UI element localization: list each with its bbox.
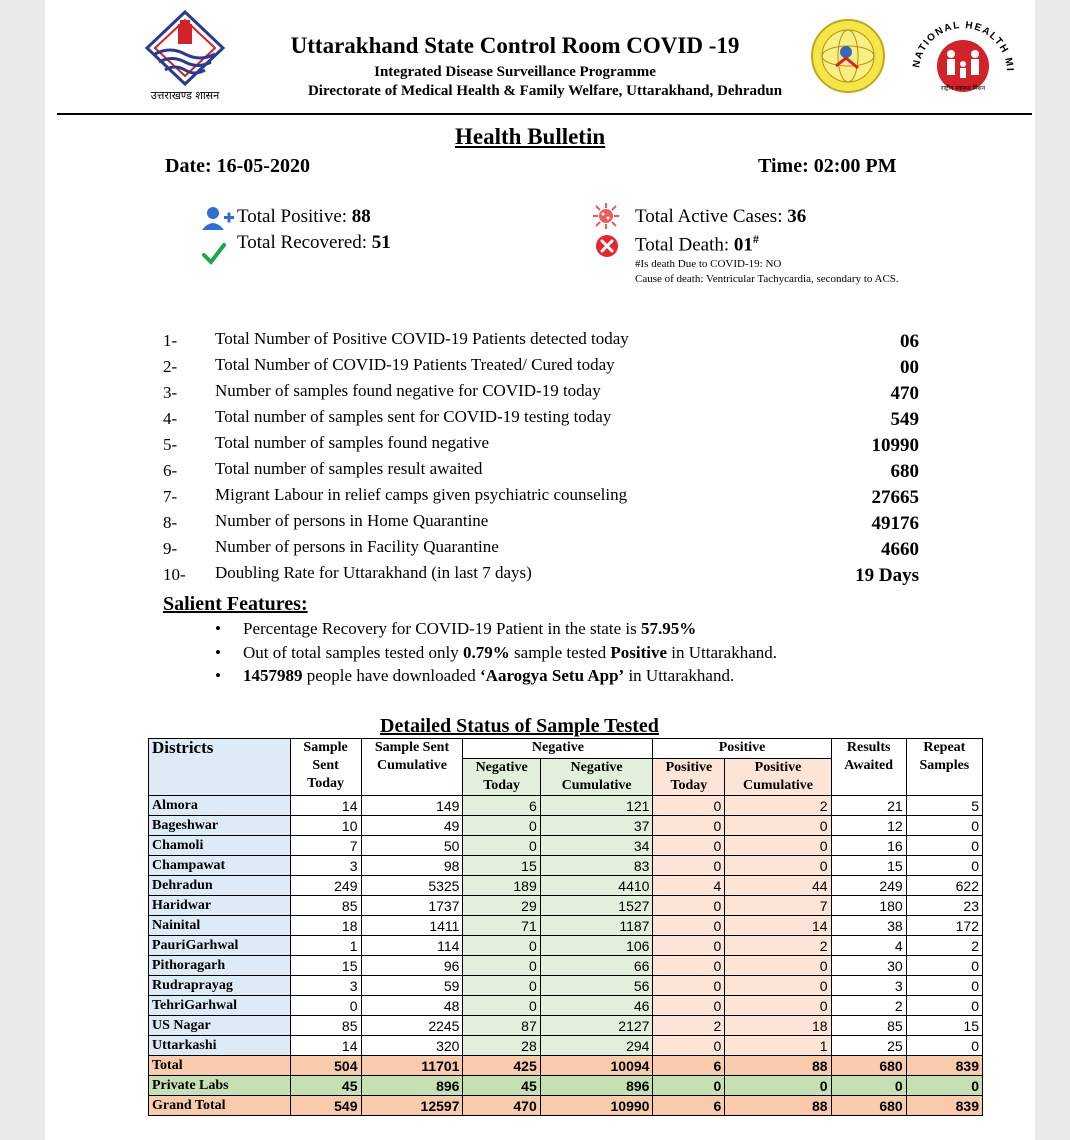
bulletin-title: Health Bulletin <box>455 124 606 149</box>
table-cell: 2127 <box>540 1016 653 1036</box>
table-row <box>149 836 983 856</box>
table-cell: 14 <box>725 916 831 936</box>
table-row <box>149 996 983 1016</box>
table-cell: 0 <box>290 996 361 1016</box>
table-row <box>149 936 983 956</box>
table-cell: 88 <box>725 1056 831 1076</box>
summary-value: 06 <box>900 331 919 352</box>
district-name: PauriGarhwal <box>149 936 291 956</box>
table-cell: 504 <box>290 1056 361 1076</box>
district-name: Uttarkashi <box>149 1036 291 1056</box>
table-cell: 680 <box>831 1096 906 1116</box>
table-cell: 0 <box>725 856 831 876</box>
table-cell: 3 <box>290 976 361 996</box>
summary-number: 10- <box>163 565 186 584</box>
summary-row <box>163 562 919 588</box>
uttarakhand-logo <box>135 8 235 103</box>
death-note-line2: Cause of death: Ventricular Tachycardia, secondary to ACS. <box>635 273 899 285</box>
table-cell: 1527 <box>540 896 653 916</box>
table-cell: 2 <box>831 996 906 1016</box>
table-cell: 83 <box>540 856 653 876</box>
sample-status-table <box>148 738 983 1116</box>
summary-row <box>163 354 919 380</box>
directorate-name: Directorate of Medical Health & Family Welfare, Uttarakhand, Dehradun <box>307 83 783 99</box>
district-name: Nainital <box>149 916 291 936</box>
table-cell: 0 <box>463 996 540 1016</box>
app-name: ‘Aarogya Setu App’ <box>480 666 625 685</box>
total-active-label: Total Active Cases: <box>635 206 788 227</box>
death-note <box>635 257 935 287</box>
table-cell: 0 <box>653 976 725 996</box>
header-positive-today: Positive Today <box>653 759 725 796</box>
table-cell: 0 <box>653 816 725 836</box>
table-cell: 4410 <box>540 876 653 896</box>
district-name: Bageshwar <box>149 816 291 836</box>
add-person-icon <box>202 206 234 230</box>
table-cell: 0 <box>725 836 831 856</box>
bullet-dot: • <box>215 619 221 638</box>
table-cell: 14 <box>290 1036 361 1056</box>
bullet-text: Out of total samples tested only <box>243 643 464 662</box>
district-name: TehriGarhwal <box>149 996 291 1016</box>
summary-value: 10990 <box>871 435 919 456</box>
table-cell: 25 <box>831 1036 906 1056</box>
summary-text: Migrant Labour in relief camps given psychiatric counseling <box>215 485 628 504</box>
summary-text: Total number of samples result awaited <box>215 459 483 478</box>
summary-row <box>163 380 919 406</box>
summary-number: 3- <box>163 383 178 402</box>
table-cell: 7 <box>290 836 361 856</box>
table-cell: 21 <box>831 796 906 816</box>
salient-title: Salient Features: <box>163 593 308 615</box>
header-negative: Negative <box>463 739 653 759</box>
summary-value: 27665 <box>871 487 919 508</box>
virus-icon <box>592 202 620 230</box>
summary-value: 470 <box>890 383 919 404</box>
header-positive-cumulative: Positive Cumulative <box>725 759 831 796</box>
table-cell: 622 <box>906 876 982 896</box>
district-name: Grand Total <box>149 1096 291 1116</box>
table-cell: 38 <box>831 916 906 936</box>
summary-row <box>163 406 919 432</box>
nhm-caption: राष्ट्रीय स्वास्थ्य मिशन <box>940 85 986 92</box>
table-cell: 12 <box>831 816 906 836</box>
table-cell: 470 <box>463 1096 540 1116</box>
summary-text: Number of samples found negative for COVID-19 today <box>215 381 601 400</box>
table-cell: 2 <box>725 936 831 956</box>
nhm-ring-text: NATIONAL HEALTH MI <box>911 19 1016 73</box>
district-name: Chamoli <box>149 836 291 856</box>
table-cell: 1 <box>290 936 361 956</box>
table-cell: 45 <box>463 1076 540 1096</box>
table-cell: 98 <box>361 856 463 876</box>
total-active-value: 36 <box>787 206 807 227</box>
table-cell: 46 <box>540 996 653 1016</box>
total-death-label: Total Death: <box>635 234 734 256</box>
bullet-text: in Uttarakhand. <box>667 643 777 662</box>
left-logo-caption: उत्तराखण्ड शासन <box>150 89 220 102</box>
bullet-text: sample tested <box>509 643 611 662</box>
table-cell: 0 <box>653 796 725 816</box>
table-cell: 30 <box>831 956 906 976</box>
header-sample-sent-cumulative: Sample Sent Cumulative <box>361 739 463 796</box>
summary-number: 7- <box>163 487 178 506</box>
header-divider <box>57 113 1032 115</box>
death-note-line1: #Is death Due to COVID-19: NO <box>635 258 782 270</box>
district-name: Private Labs <box>149 1076 291 1096</box>
table-row <box>149 856 983 876</box>
table-row <box>149 976 983 996</box>
table-cell: 0 <box>906 1076 982 1096</box>
bullet-text: in Uttarakhand. <box>624 666 735 685</box>
header-repeat-samples: Repeat Samples <box>906 739 982 796</box>
table-cell: 87 <box>463 1016 540 1036</box>
header-sample-sent-today: Sample Sent Today <box>290 739 361 796</box>
table-cell: 294 <box>540 1036 653 1056</box>
table-cell: 0 <box>906 976 982 996</box>
table-cell: 0 <box>906 836 982 856</box>
summary-row <box>163 484 919 510</box>
table-cell: 1411 <box>361 916 463 936</box>
table-cell: 249 <box>290 876 361 896</box>
grand-total-row <box>149 1096 983 1116</box>
idsp-logo <box>810 18 886 94</box>
total-recovered <box>237 232 391 254</box>
table-row <box>149 896 983 916</box>
table-cell: 106 <box>540 936 653 956</box>
total-death-value: 01 <box>733 234 753 256</box>
checkmark-icon <box>202 242 226 266</box>
table-cell: 16 <box>831 836 906 856</box>
table-cell: 0 <box>463 936 540 956</box>
table-cell: 839 <box>906 1096 982 1116</box>
table-cell: 0 <box>653 956 725 976</box>
table-cell: 59 <box>361 976 463 996</box>
total-recovered-value: 51 <box>371 232 391 253</box>
summary-number: 4- <box>163 409 178 428</box>
table-cell: 0 <box>906 1036 982 1056</box>
table-cell: 549 <box>290 1096 361 1116</box>
table-cell: 320 <box>361 1036 463 1056</box>
bullet-text: Percentage Recovery for COVID-19 Patient in the state is <box>243 619 641 638</box>
table-cell: 2 <box>906 936 982 956</box>
summary-value: 00 <box>900 357 919 378</box>
table-row <box>149 816 983 836</box>
table-cell: 10990 <box>540 1096 653 1116</box>
table-cell: 0 <box>463 956 540 976</box>
table-cell: 680 <box>831 1056 906 1076</box>
table-cell: 2 <box>653 1016 725 1036</box>
table-row <box>149 1036 983 1056</box>
downloads-count: 1457989 <box>243 666 303 685</box>
table-cell: 249 <box>831 876 906 896</box>
table-cell: 0 <box>653 1076 725 1096</box>
table-cell: 44 <box>725 876 831 896</box>
table-cell: 0 <box>653 1036 725 1056</box>
district-name: Haridwar <box>149 896 291 916</box>
table-cell: 0 <box>906 856 982 876</box>
district-name: US Nagar <box>149 1016 291 1036</box>
table-cell: 15 <box>463 856 540 876</box>
summary-value: 4660 <box>881 539 919 560</box>
table-cell: 3 <box>290 856 361 876</box>
summary-text: Total number of samples found negative <box>215 433 490 452</box>
table-cell: 85 <box>290 896 361 916</box>
summary-text: Number of persons in Facility Quarantine <box>215 537 499 556</box>
bulletin-time: Time: 02:00 PM <box>758 155 897 177</box>
table-cell: 10094 <box>540 1056 653 1076</box>
summary-text: Number of persons in Home Quarantine <box>215 511 489 530</box>
summary-number: 1- <box>163 331 178 350</box>
table-cell: 85 <box>831 1016 906 1036</box>
summary-text: Total Number of COVID-19 Patients Treated/ Cured today <box>215 355 615 374</box>
table-cell: 0 <box>906 816 982 836</box>
bullet-emphasis: Positive <box>610 643 667 662</box>
table-cell: 4 <box>831 936 906 956</box>
table-cell: 425 <box>463 1056 540 1076</box>
table-cell: 96 <box>361 956 463 976</box>
summary-row <box>163 432 919 458</box>
table-cell: 7 <box>725 896 831 916</box>
table-cell: 5 <box>906 796 982 816</box>
table-cell: 0 <box>653 836 725 856</box>
header-districts: Districts <box>149 739 291 796</box>
death-cross-icon <box>595 234 619 258</box>
summary-text: Doubling Rate for Uttarakhand (in last 7 days) <box>215 563 532 582</box>
total-positive-value: 88 <box>351 206 371 227</box>
table-cell: 0 <box>906 956 982 976</box>
total-row <box>149 1056 983 1076</box>
total-positive-label: Total Positive: <box>237 206 352 227</box>
header-negative-today: Negative Today <box>463 759 540 796</box>
table-cell: 0 <box>653 896 725 916</box>
table-row <box>149 876 983 896</box>
table-cell: 114 <box>361 936 463 956</box>
table-cell: 6 <box>463 796 540 816</box>
table-cell: 0 <box>725 956 831 976</box>
summary-value: 49176 <box>871 513 919 534</box>
positive-percent: 0.79% <box>463 643 510 662</box>
table-cell: 1 <box>725 1036 831 1056</box>
summary-row <box>163 536 919 562</box>
table-cell: 189 <box>463 876 540 896</box>
summary-row <box>163 510 919 536</box>
header-positive: Positive <box>653 739 831 759</box>
summary-text: Total number of samples sent for COVID-19 testing today <box>215 407 612 426</box>
table-cell: 2245 <box>361 1016 463 1036</box>
bulletin-page <box>45 0 1035 1140</box>
table-cell: 1187 <box>540 916 653 936</box>
table-cell: 12597 <box>361 1096 463 1116</box>
table-cell: 49 <box>361 816 463 836</box>
table-cell: 839 <box>906 1056 982 1076</box>
district-name: Champawat <box>149 856 291 876</box>
table-cell: 0 <box>463 976 540 996</box>
bullet-text: people have downloaded <box>302 666 480 685</box>
summary-row <box>163 328 919 354</box>
total-active <box>635 206 806 228</box>
table-cell: 172 <box>906 916 982 936</box>
table-cell: 23 <box>906 896 982 916</box>
table-title: Detailed Status of Sample Tested <box>380 715 659 737</box>
table-cell: 14 <box>290 796 361 816</box>
table-cell: 896 <box>361 1076 463 1096</box>
table-cell: 66 <box>540 956 653 976</box>
bullet-dot: • <box>215 643 221 662</box>
table-cell: 88 <box>725 1096 831 1116</box>
table-cell: 0 <box>653 856 725 876</box>
district-name: Rudraprayag <box>149 976 291 996</box>
summary-number: 9- <box>163 539 178 558</box>
table-cell: 896 <box>540 1076 653 1096</box>
table-row <box>149 916 983 936</box>
table-cell: 34 <box>540 836 653 856</box>
table-cell: 0 <box>653 996 725 1016</box>
summary-value: 680 <box>890 461 919 482</box>
table-cell: 0 <box>831 1076 906 1096</box>
district-name: Total <box>149 1056 291 1076</box>
table-cell: 10 <box>290 816 361 836</box>
nhm-logo <box>905 10 1021 94</box>
control-room-title: Uttarakhand State Control Room COVID -19 <box>290 33 740 58</box>
total-recovered-label: Total Recovered: <box>237 232 372 253</box>
bullet-dot: • <box>215 666 221 685</box>
table-cell: 50 <box>361 836 463 856</box>
bulletin-date: Date: 16-05-2020 <box>165 155 310 177</box>
recovery-percent: 57.95% <box>640 619 697 638</box>
summary-number: 6- <box>163 461 178 480</box>
table-row <box>149 956 983 976</box>
header-negative-cumulative: Negative Cumulative <box>540 759 653 796</box>
summary-value: 549 <box>890 409 919 430</box>
summary-value: 19 Days <box>855 565 919 586</box>
table-cell: 71 <box>463 916 540 936</box>
table-cell: 15 <box>290 956 361 976</box>
table-cell: 28 <box>463 1036 540 1056</box>
total-positive <box>237 206 371 228</box>
table-cell: 6 <box>653 1056 725 1076</box>
table-cell: 0 <box>653 916 725 936</box>
table-cell: 6 <box>653 1096 725 1116</box>
idsp-globe-icon <box>810 18 886 94</box>
uttarakhand-emblem-icon <box>135 8 235 88</box>
death-footnote-mark: # <box>752 232 759 246</box>
table-cell: 0 <box>725 976 831 996</box>
summary-text: Total Number of Positive COVID-19 Patients detected today <box>215 329 629 348</box>
table-cell: 0 <box>906 996 982 1016</box>
summary-list <box>163 328 919 588</box>
table-cell: 0 <box>463 816 540 836</box>
table-cell: 56 <box>540 976 653 996</box>
table-cell: 18 <box>290 916 361 936</box>
private-labs-row <box>149 1076 983 1096</box>
table-cell: 1737 <box>361 896 463 916</box>
table-cell: 85 <box>290 1016 361 1036</box>
nhm-family-icon <box>905 10 1021 94</box>
table-cell: 4 <box>653 876 725 896</box>
total-death <box>635 232 759 256</box>
programme-name: Integrated Disease Surveillance Programme <box>374 64 656 80</box>
table-cell: 37 <box>540 816 653 836</box>
table-cell: 121 <box>540 796 653 816</box>
table-cell: 0 <box>653 936 725 956</box>
table-cell: 2 <box>725 796 831 816</box>
table-cell: 29 <box>463 896 540 916</box>
district-name: Pithoragarh <box>149 956 291 976</box>
header-results-awaited: Results Awaited <box>831 739 906 796</box>
table-cell: 180 <box>831 896 906 916</box>
table-row <box>149 796 983 816</box>
table-cell: 3 <box>831 976 906 996</box>
table-cell: 48 <box>361 996 463 1016</box>
table-cell: 0 <box>725 996 831 1016</box>
table-row <box>149 1016 983 1036</box>
summary-number: 2- <box>163 357 178 376</box>
table-cell: 5325 <box>361 876 463 896</box>
district-name: Almora <box>149 796 291 816</box>
summary-number: 5- <box>163 435 178 454</box>
table-cell: 15 <box>906 1016 982 1036</box>
summary-row <box>163 458 919 484</box>
table-cell: 149 <box>361 796 463 816</box>
table-cell: 45 <box>290 1076 361 1096</box>
table-cell: 0 <box>463 836 540 856</box>
summary-number: 8- <box>163 513 178 532</box>
table-cell: 11701 <box>361 1056 463 1076</box>
table-cell: 15 <box>831 856 906 876</box>
table-cell: 0 <box>725 1076 831 1096</box>
table-body <box>149 796 983 1116</box>
table-cell: 0 <box>725 816 831 836</box>
district-name: Dehradun <box>149 876 291 896</box>
table-cell: 18 <box>725 1016 831 1036</box>
